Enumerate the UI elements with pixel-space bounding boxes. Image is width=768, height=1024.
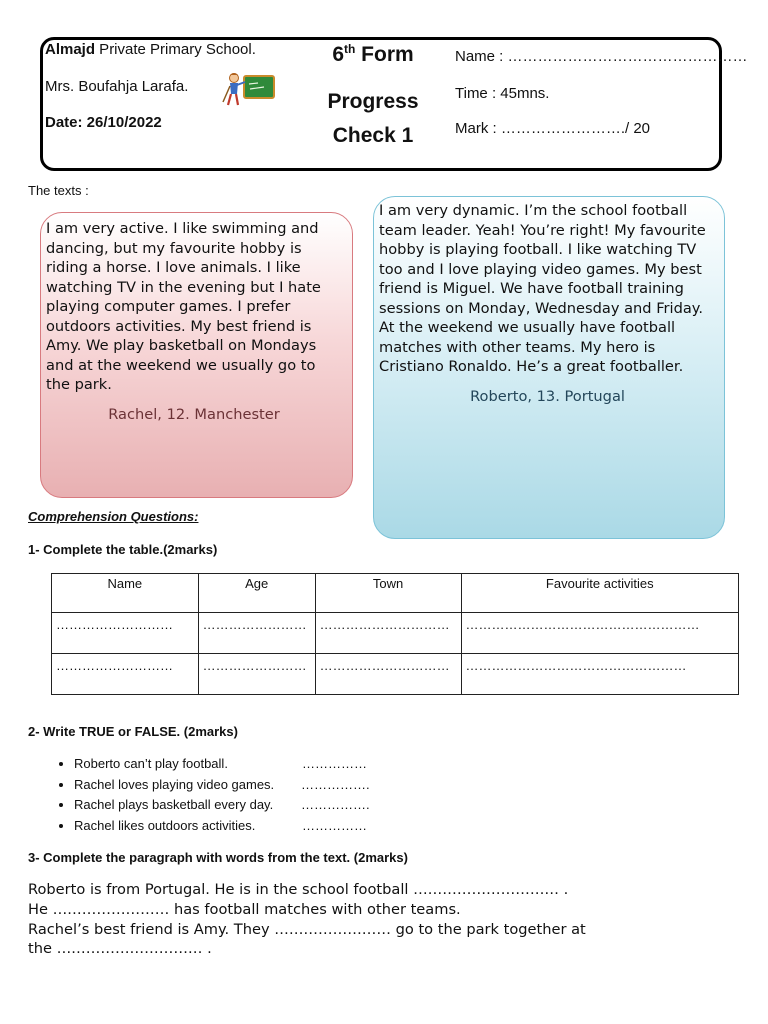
form-word: Form <box>355 43 414 66</box>
question-1-title: 1- Complete the table.(2marks) <box>28 542 218 557</box>
list-item <box>74 795 370 816</box>
table-header-name: Name <box>52 574 199 613</box>
true-false-list <box>30 754 370 836</box>
tf-answer-blank[interactable]: …………… <box>302 756 367 771</box>
table-cell[interactable]: …………………… <box>198 654 315 695</box>
table-cell[interactable]: ……………………… <box>52 613 199 654</box>
answer-table <box>51 573 739 695</box>
check-title: Check 1 <box>332 124 414 147</box>
tf-statement: Rachel likes outdoors activities. <box>74 817 256 833</box>
school-name-rest: Private Primary School. <box>95 41 256 58</box>
rachel-signature: Rachel, 12. Manchester <box>108 405 280 423</box>
comprehension-title: Comprehension Questions: <box>28 509 199 524</box>
tf-statement: Rachel loves playing video games. <box>74 776 275 792</box>
form-title <box>318 42 428 67</box>
table-cell[interactable]: …………………………………………… <box>461 654 739 695</box>
roberto-text-bubble <box>373 196 725 539</box>
texts-label: The texts : <box>28 183 89 198</box>
tf-answer-blank[interactable]: …………… <box>302 817 367 833</box>
table-cell[interactable]: ………………………… <box>315 654 461 695</box>
table-row <box>52 613 739 654</box>
table-cell[interactable]: ……………………………………………… <box>461 613 739 654</box>
table-cell[interactable]: ……………………… <box>52 654 199 695</box>
question-3-title: 3- Complete the paragraph with words from the text. (2marks) <box>28 850 408 865</box>
table-header-age: Age <box>198 574 315 613</box>
school-name-bold: Almajd <box>45 41 96 58</box>
table-cell[interactable]: …………………… <box>198 613 315 654</box>
form-superscript: th <box>344 42 356 56</box>
paragraph-line[interactable]: He …………………… has football matches with other teams. <box>28 900 461 918</box>
tf-answer-blank[interactable]: ……………. <box>301 797 370 812</box>
list-item <box>74 754 370 775</box>
teacher-at-blackboard-icon <box>220 72 276 108</box>
table-row <box>52 654 739 695</box>
form-number: 6 <box>332 43 344 66</box>
paragraph-line[interactable]: Roberto is from Portugal. He is in the school football ………………………… . <box>28 881 569 898</box>
list-item <box>74 816 370 837</box>
name-field[interactable]: Name : ………………………………………… <box>455 48 748 65</box>
paragraph-line[interactable]: the ………………………… . <box>28 940 212 958</box>
list-item <box>74 775 370 796</box>
table-header-row <box>52 574 739 613</box>
roberto-text: I am very dynamic. I’m the school football team leader. Yeah! You’re right! My favourite hobby is playing football. I like watching TV too and I love playing video games. My best friend is Miguel. We have football training sessions on Monday, Wednesday and Friday. At the weekend we usually have football matches with other teams. My hero is Cristiano Ronaldo. He’s a great footballer. <box>379 202 706 375</box>
tf-statement: Rachel plays basketball every day. <box>74 797 274 812</box>
question-2-title: 2- Write TRUE or FALSE. (2marks) <box>28 724 238 739</box>
table-header-activities: Favourite activities <box>461 574 739 613</box>
completion-paragraph <box>28 880 748 959</box>
date: Date: 26/10/2022 <box>45 114 162 131</box>
time-field: Time : 45mns. <box>455 85 550 102</box>
paragraph-line[interactable]: Rachel’s best friend is Amy. They …………………… go to the park together at <box>28 920 586 938</box>
tf-statement: Roberto can’t play football. <box>74 756 228 771</box>
tf-answer-blank[interactable]: ……………. <box>301 776 370 792</box>
progress-title: Progress <box>327 90 419 113</box>
school-name <box>45 41 256 58</box>
roberto-signature: Roberto, 13. Portugal <box>470 387 625 405</box>
mark-field[interactable]: Mark : ……………………./ 20 <box>455 120 651 137</box>
rachel-text-bubble <box>40 212 353 498</box>
rachel-text: I am very active. I like swimming and dancing, but my favourite hobby is riding a horse. I love animals. I like watching TV in the evening but I hate playing computer games. I prefer outdoors activities. My best friend is Amy. We play basketball on Mondays and at the weekend we usually go to the park. <box>46 220 321 393</box>
table-cell[interactable]: ………………………… <box>315 613 461 654</box>
teacher-name: Mrs. Boufahja Larafa. <box>45 78 189 95</box>
table-header-town: Town <box>315 574 461 613</box>
